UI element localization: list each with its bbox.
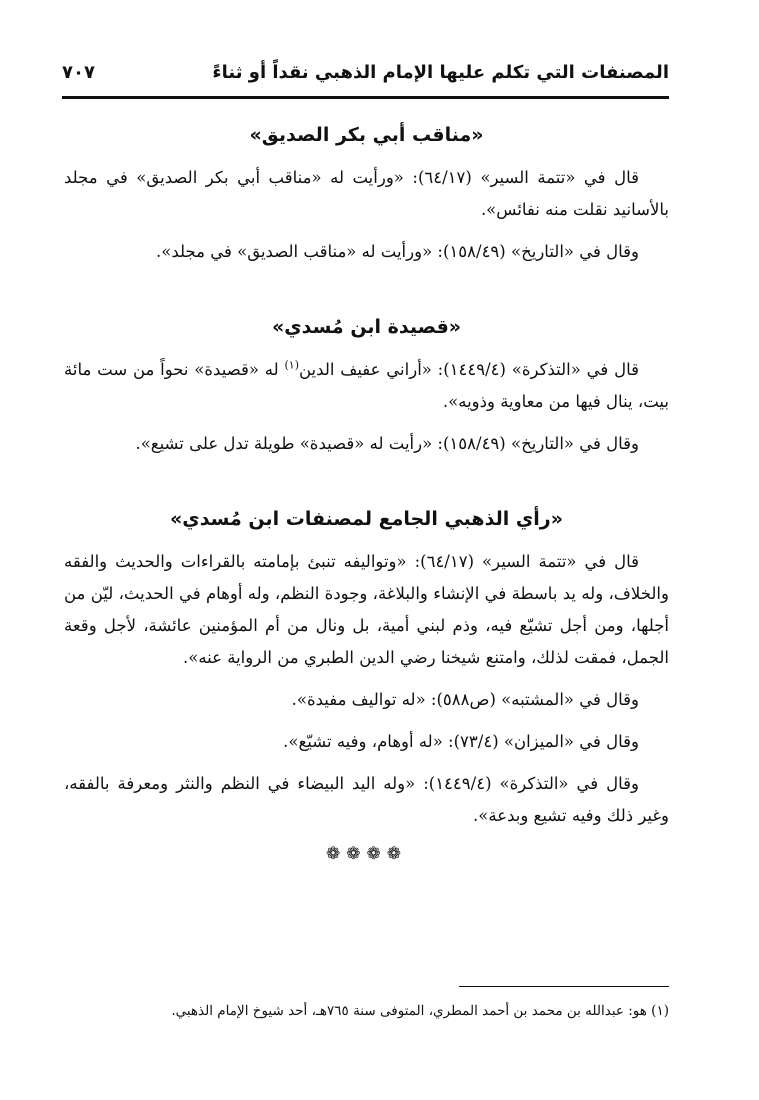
section-title-qasida: «قصيدة ابن مُسدي» — [271, 316, 462, 338]
section-title-opinion: «رأي الذهبي الجامع لمصنفات ابن مُسدي» — [170, 508, 563, 530]
ornament-divider: ❁❁❁❁ — [326, 844, 407, 864]
paragraph: وقال في «المشتبه» (ص٥٨٨): «له تواليف مفيدة». — [291, 690, 639, 709]
paragraph: قال في «تتمة السير» (٦٤/١٧): «ورأيت له «مناقب أبي بكر الصديق» في مجلد بالأسانيد نقلت منه نفائس». — [64, 168, 669, 219]
paragraph-text: قال في «التذكرة» (١٤٤٩/٤): «أراني عفيف الدين — [299, 360, 639, 379]
footnote: (١) هو: عبدالله بن محمد بن أحمد المطري، المتوفى سنة ٧٦٥هـ، أحد شيوخ الإمام الذهبي. — [171, 1003, 669, 1019]
footnote-rule — [459, 986, 669, 987]
header-rule — [62, 96, 669, 99]
header-title: المصنفات التي تكلم عليها الإمام الذهبي نقداً أو ثناءً — [212, 62, 669, 83]
paragraph: وقال في «التذكرة» (١٤٤٩/٤): «وله اليد البيضاء في النظم والنثر ومعرفة بالفقه، وغير ذلك وفيه تشيع وبدعة». — [64, 774, 669, 825]
paragraph: قال في «تتمة السير» (٦٤/١٧): «وتواليفه تنبئ بإمامته بالقراءات والحديث والفقه والخلاف، وله يد باسطة في الإنشاء والبلاغة، وجودة النظم، وله أوهام في الحديث، ليّن من أجلها، ومن أجل تشيّع فيه، وذم لبني أمية، بل ونال من أم المؤمنين عائشة، لأجل وقعة الجمل، فمقت لذلك، وامتنع شيخنا رضي الدين الطبري من الرواية عنه». — [64, 552, 669, 667]
main-text — [64, 118, 669, 864]
section-title-manaqib: «مناقب أبي بكر الصديق» — [249, 124, 484, 146]
paragraph: وقال في «التاريخ» (١٥٨/٤٩): «رأيت له «قصيدة» طويلة تدل على تشيع». — [135, 434, 639, 453]
paragraph: وقال في «الميزان» (٧٣/٤): «له أوهام، وفيه تشيّع». — [283, 732, 639, 751]
footnote-reference: (١) — [284, 358, 299, 372]
running-header — [62, 58, 669, 94]
paragraph-text: له «قصيدة» نحواً من ست مائة بيت، ينال فيها من معاوية وذويه». — [64, 360, 669, 411]
paragraph: وقال في «التاريخ» (١٥٨/٤٩): «ورأيت له «مناقب الصديق» في مجلد». — [156, 242, 639, 261]
paragraph — [64, 354, 669, 418]
page-number: ٧٠٧ — [62, 62, 95, 83]
